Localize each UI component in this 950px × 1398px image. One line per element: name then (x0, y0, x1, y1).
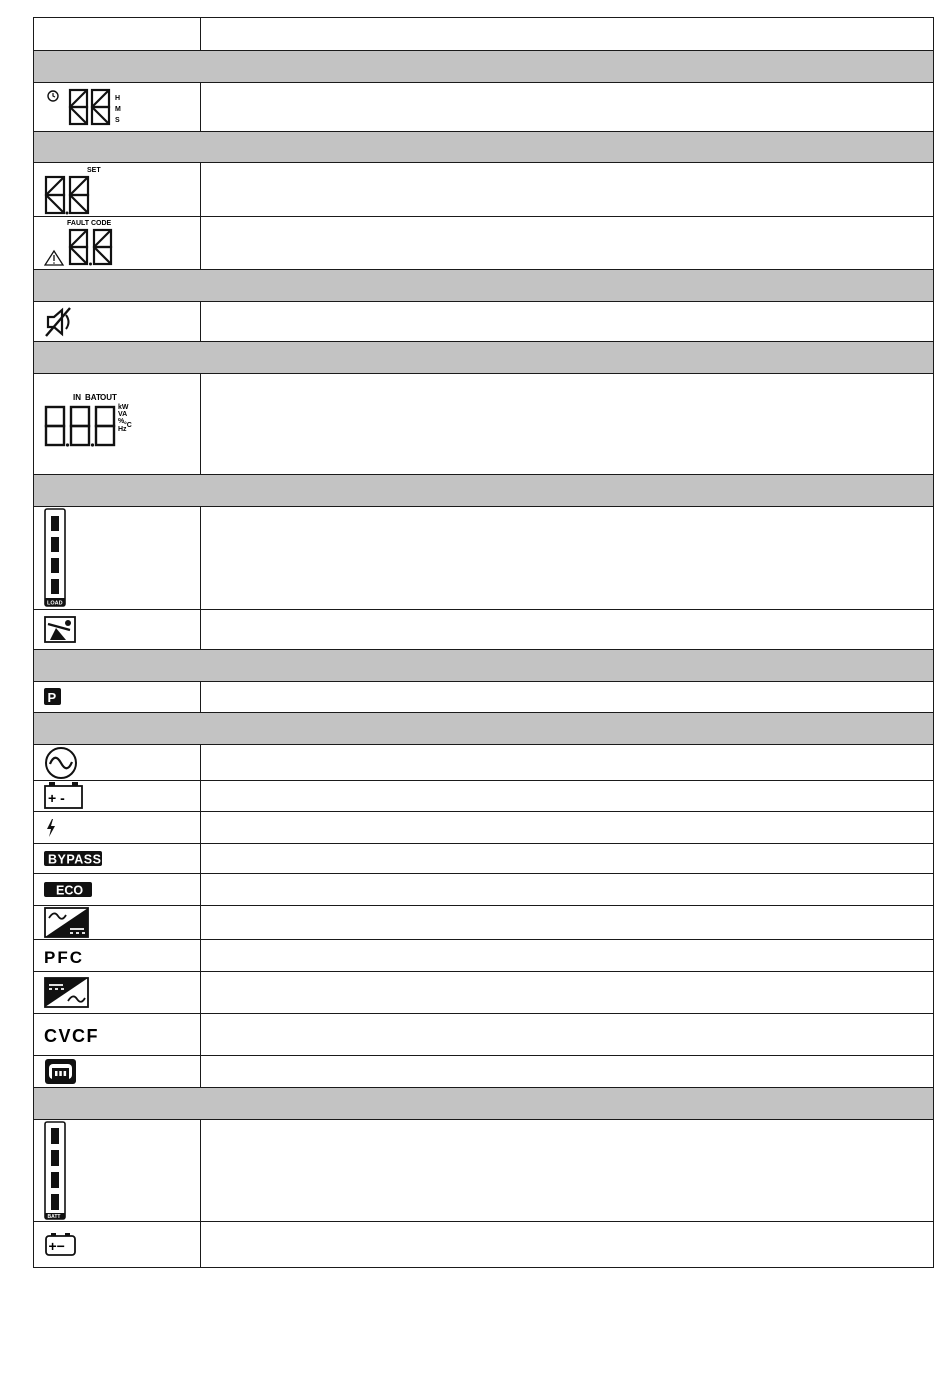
cvcf-description (201, 1014, 934, 1056)
fault-code-icon (44, 218, 154, 268)
programmable-description (201, 682, 934, 713)
section-row-battery (34, 1088, 934, 1120)
outlet-display (34, 1056, 201, 1088)
measurement-digits-icon (44, 391, 144, 457)
bypass-description (201, 844, 934, 874)
svg-text:+ -: + - (48, 790, 65, 806)
timer-display (34, 83, 201, 132)
svg-text:+−: +− (48, 1237, 65, 1254)
bypass-display (34, 844, 201, 874)
section-row-alarm (34, 270, 934, 302)
pfc-label-icon (44, 946, 94, 966)
row-battery-mode (34, 781, 934, 812)
row-mute (34, 302, 934, 342)
lcd-display-table (33, 17, 934, 1268)
section-row-program (34, 650, 934, 682)
row-pfc (34, 940, 934, 972)
row-battery-status (34, 1222, 934, 1268)
battery-mode-description (201, 781, 934, 812)
row-lightning (34, 812, 934, 844)
overload-icon (44, 616, 78, 644)
row-outlet (34, 1056, 934, 1088)
battery-plus-minus-icon (44, 782, 88, 810)
svg-text:BYPASS: BYPASS (48, 852, 102, 866)
svg-text:IN: IN (73, 393, 81, 402)
battery-icon (44, 1231, 80, 1259)
measurement-description (201, 374, 934, 475)
row-battery-bar (34, 1120, 934, 1222)
overload-display (34, 610, 201, 650)
svg-text:kW: kW (118, 404, 129, 411)
warning-icon (45, 251, 63, 265)
row-inverter (34, 972, 934, 1014)
battery-bar-description (201, 1120, 934, 1222)
row-bypass (34, 844, 934, 874)
mute-display (34, 302, 201, 342)
svg-text:LOAD: LOAD (47, 600, 63, 607)
line-mode-description (201, 745, 934, 781)
ac-sine-icon (44, 746, 82, 780)
fault-description (201, 217, 934, 270)
load-bar-display (34, 507, 201, 610)
dc-to-ac-icon (44, 977, 90, 1009)
outlet-icon (44, 1058, 80, 1086)
row-cvcf (34, 1014, 934, 1056)
load-bar-description (201, 507, 934, 610)
speaker-mute-icon (44, 305, 84, 339)
pfc-description (201, 940, 934, 972)
svg-text:°C: °C (124, 422, 132, 429)
ac-to-dc-icon (44, 907, 90, 939)
row-setting (34, 163, 934, 217)
cvcf-display (34, 1014, 201, 1056)
battery-level-icon (44, 1121, 74, 1221)
battery-mode-display (34, 781, 201, 812)
load-level-icon (44, 508, 74, 608)
svg-text:VA: VA (118, 411, 128, 418)
setting-digits-icon (44, 164, 144, 216)
rectifier-display (34, 906, 201, 940)
overload-description (201, 610, 934, 650)
row-load-bar (34, 507, 934, 610)
battery-status-display (34, 1222, 201, 1268)
mute-description (201, 302, 934, 342)
fault-display (34, 217, 201, 270)
svg-text:S: S (115, 117, 120, 124)
section-row-setting (34, 132, 934, 163)
eco-description (201, 874, 934, 906)
row-overload (34, 610, 934, 650)
svg-text:BATT: BATT (47, 1213, 61, 1220)
row-line-mode (34, 745, 934, 781)
lightning-description (201, 812, 934, 844)
timer-description (201, 83, 934, 132)
header-row (34, 18, 934, 51)
section-row-mode (34, 713, 934, 745)
header-description-cell (201, 18, 934, 51)
outlet-description (201, 1056, 934, 1088)
row-fault (34, 217, 934, 270)
rectifier-description (201, 906, 934, 940)
svg-text:CVCF: CVCF (44, 1025, 99, 1046)
svg-text:Hz: Hz (118, 426, 127, 433)
svg-text:H: H (115, 95, 121, 102)
eco-display (34, 874, 201, 906)
svg-text:FAULT CODE: FAULT CODE (67, 220, 112, 227)
section-row-time (34, 51, 934, 83)
svg-text:P: P (47, 690, 57, 705)
inverter-description (201, 972, 934, 1014)
lightning-icon (44, 818, 58, 838)
clock-icon (48, 91, 58, 101)
svg-text:M: M (115, 106, 121, 113)
battery-bar-display (34, 1120, 201, 1222)
svg-text:BAT: BAT (85, 393, 101, 402)
battery-status-description (201, 1222, 934, 1268)
svg-text:%: % (118, 418, 125, 425)
inverter-display (34, 972, 201, 1014)
bypass-label-icon (44, 850, 106, 868)
row-programmable (34, 682, 934, 713)
cvcf-label-icon (44, 1024, 110, 1046)
eco-label-icon (44, 881, 96, 899)
measurement-display (34, 374, 201, 475)
svg-text:OUT: OUT (100, 393, 117, 402)
setting-display (34, 163, 201, 217)
timer-digits-icon (44, 85, 144, 129)
line-mode-display (34, 745, 201, 781)
row-timer (34, 83, 934, 132)
section-row-load (34, 475, 934, 507)
programmable-outlet-icon (44, 688, 64, 706)
lightning-display (34, 812, 201, 844)
section-row-measurement (34, 342, 934, 374)
header-icon-cell (34, 18, 201, 51)
svg-text:PFC: PFC (44, 947, 84, 966)
programmable-display (34, 682, 201, 713)
row-eco (34, 874, 934, 906)
row-measurement (34, 374, 934, 475)
setting-description (201, 163, 934, 217)
pfc-display (34, 940, 201, 972)
svg-text:ECO: ECO (56, 883, 84, 897)
svg-text:SET: SET (87, 166, 101, 174)
row-rectifier (34, 906, 934, 940)
